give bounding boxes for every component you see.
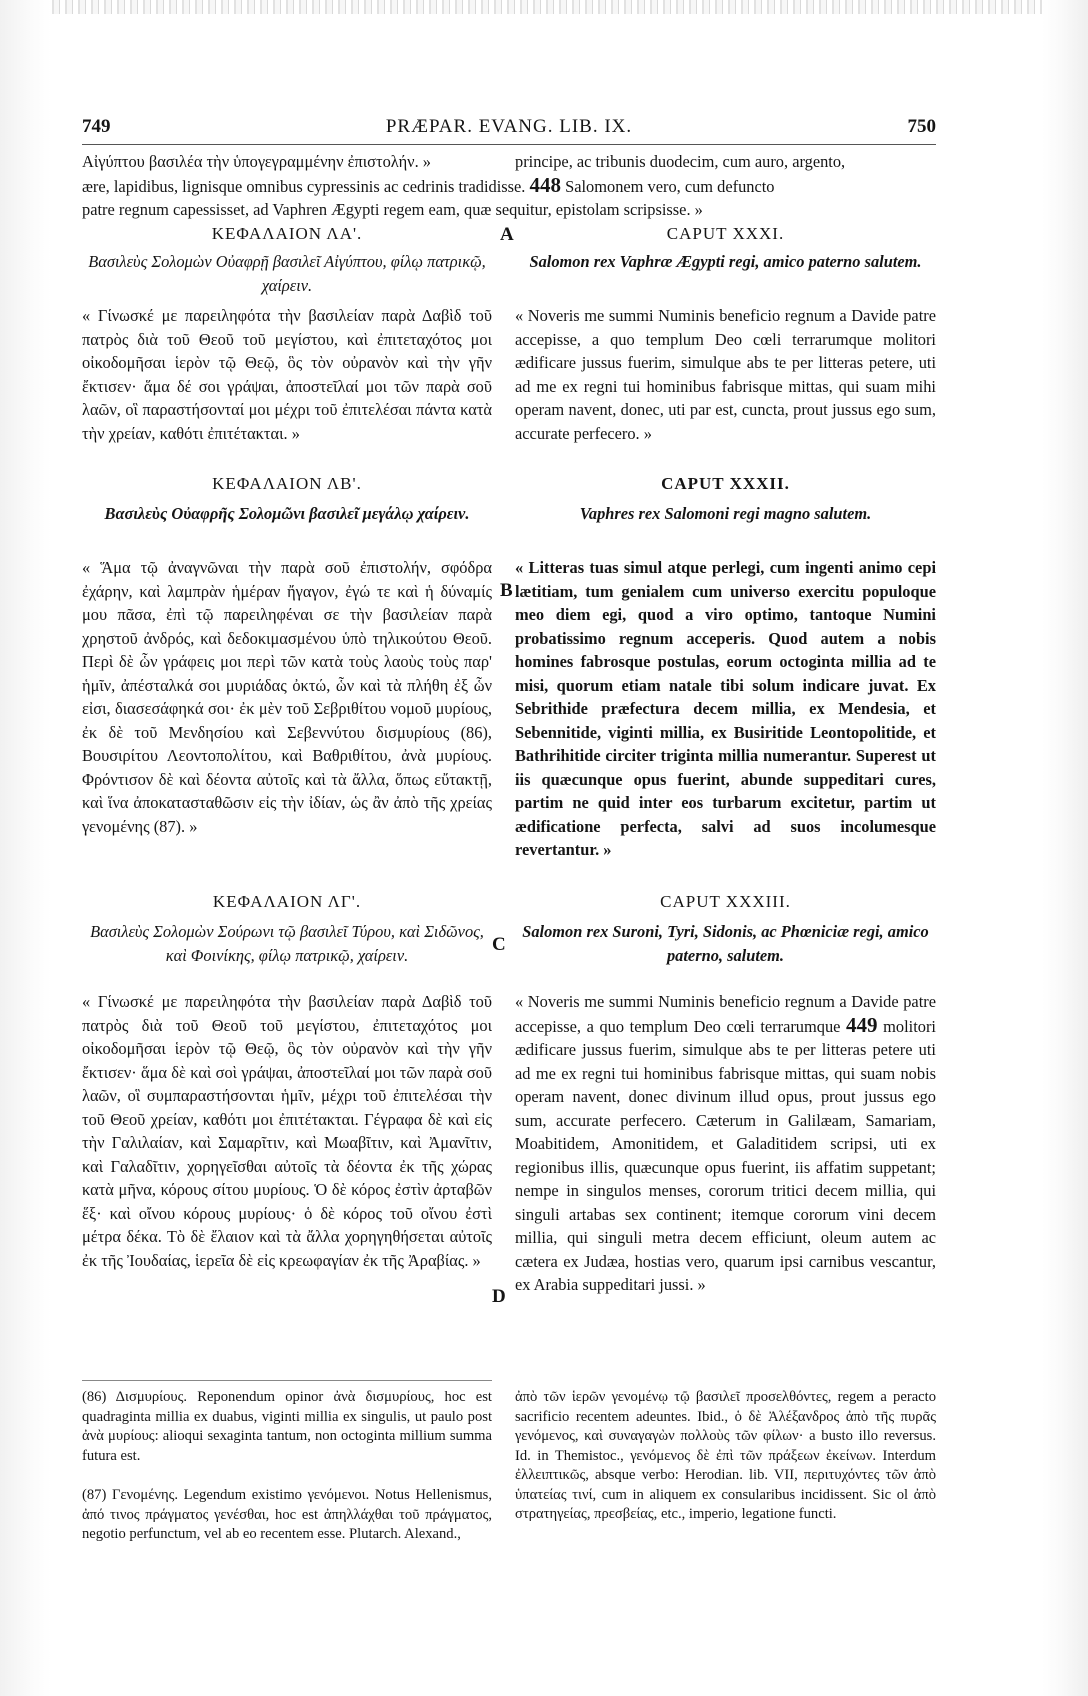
latin-title-33: Salomon rex Suroni, Tyri, Sidonis, ac Phœniciæ regi, amico paterno, salutem. <box>522 922 929 965</box>
column-number-448: 448 <box>529 173 561 197</box>
intro-line-3: patre regnum capessisset, ad Vaphren Ægypti regem eam, quæ sequitur, epistolam scripsisse. » <box>82 200 703 219</box>
latin-heading-31: CAPUT XXXI. <box>666 224 785 243</box>
latin-body-33 <box>515 990 936 1297</box>
latin-body-32: « Litteras tuas simul atque perlegi, cum ingenti animo cepi lætitiam, tum genialem cum universo exercitu populoque meo diem egi, quod a viro optimo, tantoque Numini probatissimo regnum acceperis. Quod autem a nobis homines fabrosque postulas, eorum octoginta millia ad te misi, quorum etiam natale tibi solum indicare juvat. Ex Sebrithide præfectura decem millia, ex Mendesia, et Sebennitide, viginti millia, ex Busiritide Leontopolitide, et Bathrihitide circiter triginta millia numerantur. Superest ut iis quæcunque opus fuerint, abunde suppeditari cures, partim ne quid inter eos turbarum excitetur, partim ut ædificatione perfecta, salvi ad suos incolumesque revertantur. » <box>515 558 936 859</box>
greek-body-33: « Γίνωσκέ με παρειληφότα τὴν βασιλείαν παρὰ Δαβὶδ τοῦ πατρὸς διὰ τοῦ Θεοῦ τοῦ μεγίστου, ἐπιτεταχότος μοι οἰκοδομῆσαι ἱερὸν τῷ Θεῷ, ὃς τὸν οὐρανὸν καὶ τὴν γῆν ἔκτισεν· ἅμα δὲ καὶ σοὶ γράψαι, ἀποστεῖλαί μοι τῶν παρὰ σοῦ λαῶν, οἳ συμπαραστήσονται ἡμῖν, μέχρι τοῦ ἐπιτελέσαι τὴν τοῦ Θεοῦ χρείαν, καθότι μοι ἐπιτέτακται. Γέγραφα δὲ καὶ εἰς τὴν Γαλιλαίαν, καὶ Σαμαρῖτιν, καὶ Μωαβῖτιν, καὶ Ἀμανῖτιν, καὶ Γαλαδῖτιν, χορηγεῖσθαι αὐτοῖς τὰ δέοντα ἐκ τῆς χώρας κατὰ μῆνα, κόρους σίτου μυρίους. Ὁ δὲ κόρος ἐστὶν ἀρταβῶν ἕξ· καὶ οἴνου κόρους μυρίους· ὁ δὲ κόρος τοῦ οἴνου ἐστὶ μέτρα δέκα. Τὸ δὲ ἔλαιον καὶ τὰ ἄλλα χορηγηθήσεται αὐτοῖς ἐκ τῆς Ἰουδαίας, ἱερεῖα δὲ εἰς κρεωφαγίαν ἐκ τῆς Ἀραβίας. » <box>82 992 492 1270</box>
footnote-rule <box>82 1380 492 1381</box>
greek-title-33: Βασιλεὺς Σολομὼν Σούρωνι τῷ βασιλεῖ Τύρου, καὶ Σιδῶνος, καὶ Φοινίκης, φίλῳ πατρικῷ, χαίρειν. <box>90 922 484 965</box>
intro-greek-line: Αἰγύπτου βασιλέα τὴν ὑπογεγραμμένην ἐπιστολήν. » <box>82 152 431 171</box>
margin-marker-b: B <box>500 580 513 601</box>
margin-marker-d: D <box>492 1286 506 1307</box>
latin-body-33-a: « Noveris me summi Numinis beneficio regnum a Davide patre accepisse, a quo templum Deo cœli terrarumque <box>515 992 936 1036</box>
intro-latin-line: principe, ac tribunis duodecim, cum auro, argento, <box>515 152 846 171</box>
greek-heading-33: ΚΕΦΑΛΑΙΟΝ ΛΓ'. <box>212 892 362 911</box>
column-number-449: 449 <box>846 1012 878 1037</box>
latin-heading-32: CAPUT XXXII. <box>661 474 790 493</box>
page-number-right: 750 <box>907 116 936 137</box>
greek-heading-31: ΚΕΦΑΛΑΙΟΝ ΛΑ'. <box>211 224 363 243</box>
intro-line-2 <box>82 174 936 199</box>
margin-marker-c: C <box>492 934 506 955</box>
intro-line-2-a: ære, lapidibus, lignisque omnibus cypressinis ac cedrinis tradidisse. <box>82 177 526 196</box>
running-header <box>82 116 936 144</box>
greek-title-32: Βασιλεὺς Οὐαφρῆς Σολομῶνι βασιλεῖ μεγάλῳ χαίρειν. <box>104 504 470 523</box>
greek-body-31: « Γίνωσκέ με παρειληφότα τὴν βασιλείαν παρὰ Δαβὶδ τοῦ πατρὸς διὰ τοῦ Θεοῦ τοῦ μεγίστου, καὶ ἐπιτεταχότος μοι οἰκοδομῆσαι ἱερὸν τῷ Θεῷ, ὃς τὸν οὐρανὸν καὶ τὴν γῆν ἔκτισεν· ἅμα δέ σοι γράψαι, ἀποστεῖλαί μοι τῶν παρὰ σοῦ λαῶν, οἳ παραστήσονταί μοι μέχρι τοῦ ἐπιτελέσαι πάντα κατὰ τὴν χρείαν, καθότι ἐπιτέτακται. » <box>82 306 492 443</box>
scan-left-margin <box>0 0 52 1696</box>
footnote-continued: ἀπὸ τῶν ἱερῶν γενομένῳ τῷ βασιλεῖ προσελθόντες, regem a peracto sacrificio recentem adeuntes. Ibid., ὁ δὲ Ἀλέξανδρος ἀπὸ τῆς πυρᾶς γενόμενος, καὶ συναγαγὼν πολλοὺς τῶν φίλων· a busto illo reversus. Id. in Themistoc., γενόμενος δὲ ἐπὶ τῶν πράξεων ἐκείνων. Interdum ἐλλειπτικῶς, absque verbo: Herodian. lib. VII, περιτυχόντες τῶν ἀπὸ ὑπατείας τινί, cum in aliquem ex consularibus incidissent. Sic ol ἀπὸ στρατηγείας, πρεσβείας, etc., imperio, legatione functi. <box>515 1389 936 1522</box>
scan-right-margin <box>1042 0 1088 1696</box>
latin-body-33-b: molitori ædificare jussus fuerim, simulque abs te per litteras petere uti ad me ex regni tui hominibus fabrisque mittas, qui suam nobis operam navent, donec divinum illud opus, prout jussus ego sum, accurate perfecero. Cæterum in Galilæam, Samariam, Moabitidem, Amonitidem, et Galaditidem scripsi, uti ex regionibus illis, quæcunque opus fuerint, iis affatim suppetant; nempe in singulos menses, cororum tritici decem millia, qui singuli artabas sex continent; itemque cororum vini decem millia, qui singuli metra decem efficiunt, oleum autem ac cætera ex Judæa, hostias vero, quarum ipsi carnibus vescantur, ex Arabia suppeditari jussi. » <box>515 1016 936 1294</box>
intro-line-2-b: Salomonem vero, cum defuncto <box>565 177 775 196</box>
latin-heading-33: CAPUT XXXIII. <box>660 892 791 911</box>
footnote-86: (86) Δισμυρίους. Reponendum opinor ἀνὰ δισμυρίους, hoc est quadraginta millia ex duabus, viginti millia ex singulis, ut paulo post ἀνὰ μυρίους: alioqui sexaginta tantum, non octoginta millium summa futura est. <box>82 1389 492 1464</box>
margin-marker-a: A <box>500 224 514 245</box>
greek-heading-32: ΚΕΦΑΛΑΙΟΝ ΛΒ'. <box>212 474 362 493</box>
latin-title-31: Salomon rex Vaphræ Ægypti regi, amico paterno salutem. <box>529 252 922 271</box>
header-rule <box>82 144 936 145</box>
running-title: PRÆPAR. EVANG. LIB. IX. <box>385 116 633 137</box>
latin-title-32: Vaphres rex Salomoni regi magno salutem. <box>579 504 872 523</box>
greek-body-32: « Ἅμα τῷ ἀναγνῶναι τὴν παρὰ σοῦ ἐπιστολήν, σφόδρα ἐχάρην, καὶ λαμπρὰν ἡμέραν ἤγαγον, ἐγώ τε καὶ ἡ δύναμίς μου πᾶσα, ἐπὶ τῷ παρειληφέναι σε τὴν βασιλείαν παρὰ χρηστοῦ ἀνδρός, καὶ δεδοκιμασμένου ὑπὸ τηλικούτου Θεοῦ. Περὶ δὲ ὧν γράφεις μοι περὶ τῶν κατὰ τοὺς λαοὺς τοὺς παρ' ἡμῖν, ἀπέσταλκά σοι μυριάδας ὀκτώ, ὧν καὶ τὰ πλήθη ἐξ ὧν εἰσι, διασεσάφηκά σοι· ἐκ μὲν τοῦ Σεβριθίτου νομοῦ μυρίους, ἐκ δὲ τοῦ Μενδησίου καὶ Σεβεννύτου δισμυρίους (86), Βουσιρίτου Λεοντοπολίτου, καὶ Βαθριθίτου, ἀνὰ μυρίους. Φρόντισον δὲ καὶ δέοντα αὐτοῖς καὶ τὰ ἄλλα, ὅπως εὔτακτῇ, καὶ ἵνα ἀποκατασταθῶσιν εἰς τὴν ἰδίαν, ὡς ἂν ἀπὸ τῆς χρείας γενομένης (87). » <box>82 558 492 836</box>
footnote-87: (87) Γενομένης. Legendum existimo γενόμενοι. Notus Hellenismus, ἀπό τινος πράγματος γενέσθαι, hoc est ἀπηλλάχθαι τοῦ πράγματος, negotio perfunctum, vel ab eo recentem esse. Plutarch. Alexand., <box>82 1487 492 1542</box>
latin-body-31: « Noveris me summi Numinis beneficio regnum a Davide patre accepisse, a quo templum Deo cœli terrarumque molitori ædificare jussus fuerim, simulque abs te per litteras petere, uti ad me ex regni tui hominibus fabrisque mittas, qui suam mihi operam navent, donec, uti par est, cuncta, prout jussus ego sum, accurate perfecero. » <box>515 306 936 443</box>
page-number-left: 749 <box>82 116 111 137</box>
greek-title-31: Βασιλεὺς Σολομὼν Οὐαφρῇ βασιλεῖ Αἰγύπτου, φίλῳ πατρικῷ, χαίρειν. <box>88 252 486 295</box>
scan-edge-strip <box>0 0 1088 14</box>
